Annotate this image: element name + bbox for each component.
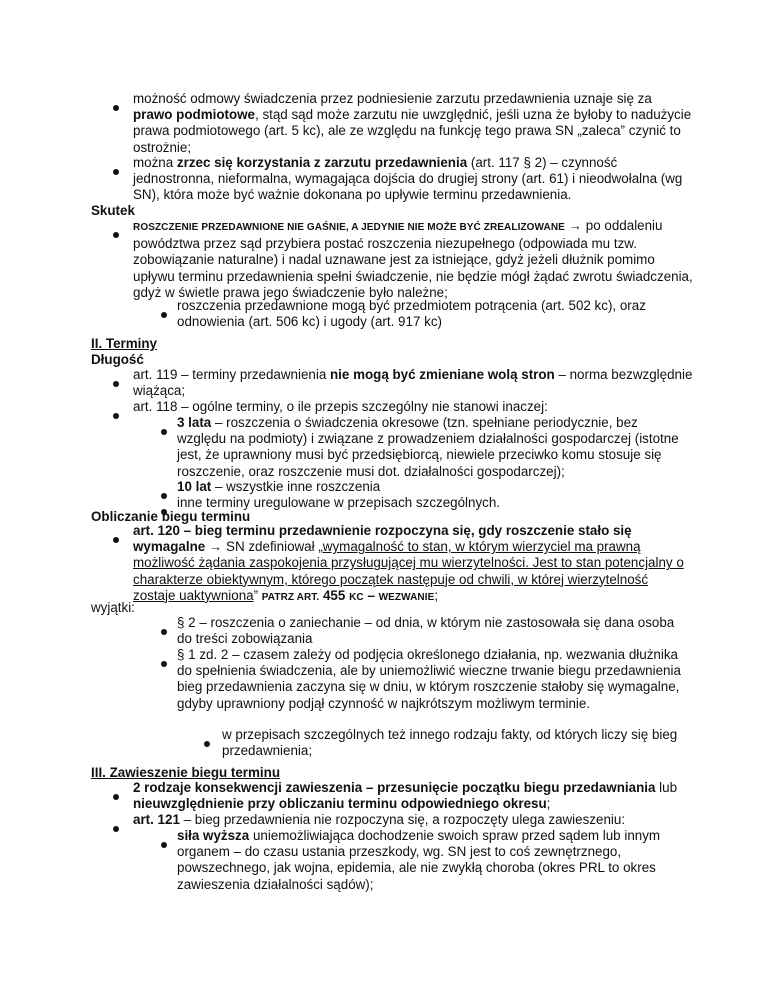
bullet-icon <box>161 306 167 322</box>
sub-bullet-item: § 2 – roszczenia o zaniechanie – od dnia, w którym nie zastosowała się dana osoba do treści zobowiązania <box>177 615 675 647</box>
bullet-item: art. 118 – ogólne terminy, o ile przepis szczególny nie stanowi inaczej: <box>133 399 548 414</box>
bullet-icon <box>113 375 119 391</box>
bullet-item: art. 120 – bieg terminu przedawnienie rozpoczyna się, gdy roszczenie stało się wymagalne → SN zdefiniował „wymagalność to stan, w którym wierzyciel ma prawną możliwość żądania zaspokojenia przysługującej mu wierzytelności. Jest to stan potencjalny o charakterze obiektywnym, którego początek następuje od chwili, w której wierzytelność zostaje uaktywniona” PATRZ ART. 455 KC – WEZWANIE; <box>133 523 684 603</box>
sub-bullet-item: 10 lat – wszystkie inne roszczenia <box>177 479 381 494</box>
bullet-item: art. 119 – terminy przedawnienia nie mogą być zmieniane wolą stron – norma bezwzględnie wiążąca; <box>133 367 693 399</box>
bullet-icon <box>161 423 167 439</box>
sub-bullet-item: § 1 zd. 2 – czasem zależy od podjęcia określonego działania, np. wezwania dłużnika do spełnienia świadczenia, ale by uniemożliwić wieczne trwanie biegu przedawnienia bieg przedawnienia zaczyna się w dniu, w którym roszczenie stałoby się wymagalne, gdyby uprawniony podjął czynność w najkrótszym możliwym terminie. <box>177 647 681 711</box>
bullet-icon <box>161 836 167 852</box>
heading-obliczanie: Obliczanie biegu terminu <box>91 509 251 524</box>
sub-bullet-item: roszczenia przedawnione mogą być przedmiotem potrącenia (art. 502 kc), oraz odnowienia (art. 506 kc) i ugody (art. 917 kc) <box>177 298 646 330</box>
sub-sub-bullet-item: w przepisach szczególnych też innego rodzaju fakty, od których liczy się bieg przedawnienia; <box>222 727 678 759</box>
heading-zawieszenie: III. Zawieszenie biegu terminu <box>91 765 280 780</box>
bullet-icon <box>113 99 119 115</box>
bullet-icon <box>161 655 167 671</box>
sub-bullet-item: siła wyższa uniemożliwiająca dochodzenie swoich spraw przed sądem lub innym organem – do czasu ustania przeszkody, wg. SN jest to coś zewnętrznego, powszechnego, jak wojna, epidemia, ale nie zwykłą choroba (okres PRL to okres zawieszenia działalności sądów); <box>177 828 661 892</box>
bullet-icon <box>113 820 119 836</box>
bullet-item: art. 121 – bieg przedawnienia nie rozpoczyna się, a rozpoczęty ulega zawieszeniu: <box>133 812 626 827</box>
heading-dlugosc: Długość <box>91 352 144 367</box>
bullet-icon <box>113 788 119 804</box>
bullet-icon <box>204 735 210 751</box>
bullet-icon <box>113 407 119 423</box>
bullet-item: możność odmowy świadczenia przez podniesienie zarzutu przedawnienia uznaje się za prawo podmiotowe, stąd sąd może zarzutu nie uwzględnić, jeśli uzna że byłoby to nadużycie prawa podmiotowego (art. 5 kc), ale ze względu na funkcję tego prawa SN „zaleca” czynić to ostrożnie; <box>133 91 692 155</box>
bullet-icon <box>113 226 119 242</box>
heading-terminy: II. Terminy <box>91 336 157 351</box>
bullet-item: można zrzec się korzystania z zarzutu przedawnienia (art. 117 § 2) – czynność jednostronna, nieformalna, wymagająca dojścia do drugiej strony (art. 61) i nieodwołalna (wg SN), która może być ważnie dokonana po upływie terminu przedawnienia. <box>133 155 683 203</box>
sub-bullet-item: inne terminy uregulowane w przepisach szczególnych. <box>177 495 501 510</box>
bullet-icon <box>161 487 167 503</box>
bullet-icon <box>113 163 119 179</box>
bullet-item: ROSZCZENIE PRZEDAWNIONE NIE GAŚNIE, A JEDYNIE NIE MOŻE BYĆ ZREALIZOWANE → po oddaleniu powództwa przez sąd przybiera postać roszczenia niezupełnego (odpowiada mu tzw. zobowiązanie naturalne) i nadal uznawane jest za istniejące, gdyż jeżeli dłużnik pomimo upływu terminu przedawnienia spełni świadczenie, nie będzie mógł żądać zwrotu świadczenia, gdyż w świetle prawa jego świadczenie było należne; <box>133 218 693 300</box>
heading-skutek: Skutek <box>91 203 135 218</box>
bullet-item: 2 rodzaje konsekwencji zawieszenia – przesunięcie początku biegu przedawniania lub nieuwzględnienie przy obliczaniu terminu odpowiedniego okresu; <box>133 780 678 812</box>
bullet-icon <box>161 623 167 639</box>
bullet-icon <box>113 531 119 547</box>
label-wyjatki: wyjątki: <box>91 600 135 615</box>
sub-bullet-item: 3 lata – roszczenia o świadczenia okresowe (tzn. spełniane periodycznie, bez względu na podmioty) i związane z prowadzeniem działalności gospodarczej (istotne jest, że uprawniony musi być przedsiębiorcą, niewiele przeciwko komu stosuje się roszczenie, oraz roszczenie musi dot. działalności gospodarczej); <box>177 415 679 479</box>
